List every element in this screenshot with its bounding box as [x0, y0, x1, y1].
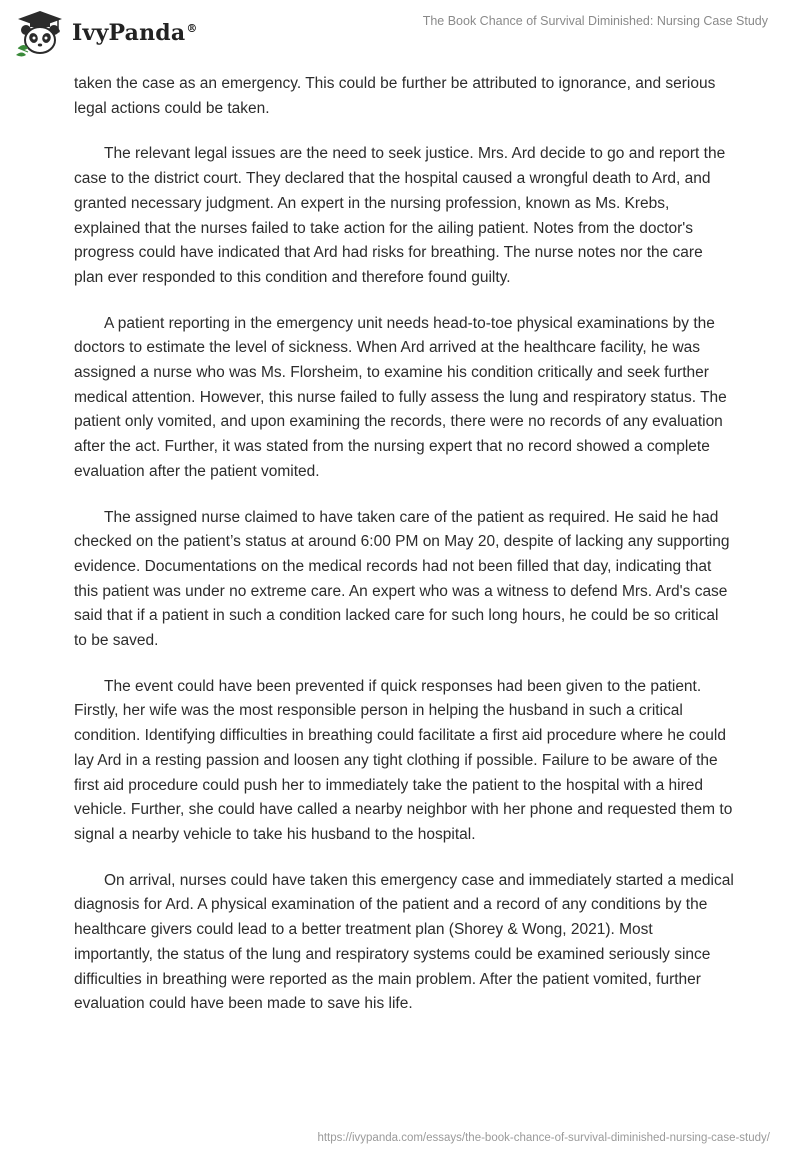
- logo-text: IvyPanda: [72, 20, 186, 46]
- source-url-link[interactable]: https://ivypanda.com/essays/the-book-chance-of-survival-diminished-nursing-case-study/: [317, 1132, 770, 1144]
- page-header: [0, 0, 800, 70]
- logo-wordmark: [72, 20, 198, 46]
- registered-mark: ®: [186, 21, 198, 35]
- paragraph: The relevant legal issues are the need to seek justice. Mrs. Ard decide to go and report the case to the district court. They declared that the hospital caused a wrongful death to Ard, and granted necessary judgment. An expert in the nursing profession, known as Ms. Krebs, explained that the nurses failed to take action for the ailing patient. Notes from the doctor's progress could have indicated that Ard had risks for breathing. The nurse notes nor the care plan ever responded to this condition and therefore found guilty.: [74, 145, 726, 286]
- paragraph: taken the case as an emergency. This could be further be attributed to ignorance, and serious legal actions could be taken.: [74, 75, 716, 117]
- paragraph: The event could have been prevented if quick responses had been given to the patient. Firstly, her wife was the most responsible person in helping the husband in such a critical condition. Identifying difficulties in breathing could facilitate a first aid procedure where he could lay Ard in a resting passion and loosen any tight clothing if possible. Failure to be aware of the first aid procedure could push her to immediately take the patient to the hospital with a hired vehicle. Further, she could have called a nearby neighbor with her phone and requested them to signal a nearby vehicle to take his husband to the hospital.: [74, 677, 733, 843]
- essay-body: [74, 72, 734, 1038]
- paragraph: On arrival, nurses could have taken this emergency case and immediately started a medical diagnosis for Ard. A physical examination of the patient and a record of any conditions by the healthcare givers could lead to a better treatment plan (Shorey & Wong, 2021). Most importantly, the status of the lung and respiratory systems could be examined seriously since difficulties in breathing were reported as the main problem. After the patient vomited, further evaluation could have been made to save his life.: [74, 871, 734, 1013]
- document-title: The Book Chance of Survival Diminished: Nursing Case Study: [422, 14, 768, 28]
- paragraph: A patient reporting in the emergency unit needs head-to-toe physical examinations by the doctors to estimate the level of sickness. When Ard arrived at the healthcare facility, he was assigned a nurse who was Ms. Florsheim, to examine his condition critically and seek further medical attention. However, this nurse failed to fully assess the lung and respiratory status. The patient only vomited, and upon examining the records, there were no records of any evaluation after the act. Further, it was stated from the nursing expert that no record showed a complete evaluation after the patient vomited.: [74, 314, 727, 480]
- ivypanda-logo[interactable]: [14, 8, 198, 58]
- paragraph: The assigned nurse claimed to have taken care of the patient as required. He said he had checked on the patient’s status at around 6:00 PM on May 20, despite of lacking any supporting evidence. Documentations on the medical records had not been filled that day, indicating that this patient was under no extreme care. An expert who was a witness to defend Mrs. Ard's case said that if a patient in such a condition lacked care for such long hours, he could be so critical to be saved.: [74, 508, 730, 650]
- panda-graduate-icon: [14, 8, 66, 58]
